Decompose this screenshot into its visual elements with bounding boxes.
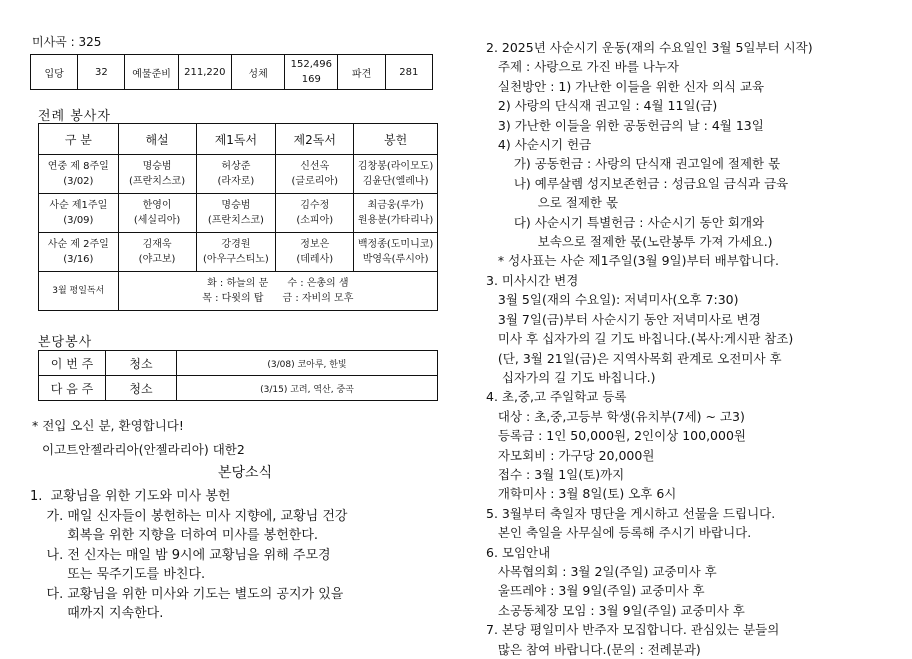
news-line: * 성사표는 사순 제1주일(3월 9일)부터 배부합니다. bbox=[486, 253, 779, 269]
table-header-row bbox=[39, 124, 438, 155]
mass-hymn-label: 미사곡 : 325 bbox=[32, 35, 102, 49]
news-line: 6. 모임안내 bbox=[486, 544, 551, 560]
name-cell: 강경원 bbox=[221, 239, 251, 250]
news-line: 주제 : 사랑으로 가진 바를 나누자 bbox=[486, 59, 679, 75]
service-when: 이 번 주 bbox=[39, 351, 106, 376]
news-line: 개학미사 : 3월 8일(토) 오후 6시 bbox=[486, 486, 677, 502]
date-label: (3/09) bbox=[63, 215, 94, 226]
name-cell: 김재욱 bbox=[142, 239, 172, 250]
news-line: 2) 사랑의 단식재 권고일 : 4월 11일(금) bbox=[486, 98, 718, 114]
news-line: 많은 참여 바랍니다.(문의 : 전례분과) bbox=[486, 641, 701, 657]
news-line: 3. 미사시간 변경 bbox=[486, 272, 579, 288]
news-line: 나. 전 신자는 매일 밤 9시에 교황님을 위해 주모경 bbox=[30, 547, 331, 563]
news-line: 또는 묵주기도를 바친다. bbox=[30, 567, 206, 582]
newcomer-text: 이고트안젤라리아(안젤라리아) 대한2 bbox=[42, 442, 245, 457]
news-line: 때까지 지속한다. bbox=[30, 606, 164, 621]
header-cell: 봉헌 bbox=[354, 124, 438, 155]
date-label: (3/16) bbox=[63, 254, 94, 265]
service-section-title: 본당봉사 bbox=[38, 335, 93, 350]
liturgy-table bbox=[38, 123, 438, 311]
news-line: 다. 교황님을 위한 미사와 기도는 별도의 공지가 있을 bbox=[30, 586, 344, 602]
news-line: 보속으로 절제한 몫(노란봉투 가져 가세요.) bbox=[486, 234, 773, 250]
baptism-name: (프란치스코) bbox=[207, 215, 264, 226]
name-cell: 원용분(가타리나) bbox=[357, 215, 434, 226]
news-line: 3월 7일(금)부터 사순시기 동안 저녁미사로 변경 bbox=[486, 311, 761, 327]
news-line: 1. 교황님을 위한 기도와 미사 봉헌 bbox=[30, 489, 231, 504]
news-line: 5. 3월부터 축일자 명단을 게시하고 선물을 드립니다. bbox=[486, 505, 776, 521]
news-line: 다) 사순시기 특별헌금 : 사순시기 동안 회개와 bbox=[486, 214, 765, 230]
header-cell: 제2독서 bbox=[276, 124, 354, 155]
table-row bbox=[39, 351, 438, 376]
stat-value: 152,496 169 bbox=[285, 55, 338, 90]
news-line: 3) 가난한 이들을 위한 공동헌금의 날 : 4월 13일 bbox=[486, 117, 764, 133]
service-when: 다 음 주 bbox=[39, 376, 106, 401]
service-table bbox=[38, 350, 438, 401]
news-line: 나) 예루살렘 성지보존헌금 : 성금요일 금식과 금육 bbox=[486, 175, 789, 191]
service-detail: (3/15) 고려, 역산, 중곡 bbox=[177, 376, 438, 401]
news-line: (단, 3월 21일(금)은 지역사목회 관계로 오전미사 후 bbox=[486, 350, 782, 366]
service-detail: (3/08) 코아루, 한빛 bbox=[177, 351, 438, 376]
date-label: (3/02) bbox=[63, 176, 94, 187]
weekday-reader-label: 3월 평일독서 bbox=[39, 272, 119, 311]
name-cell: 최금웅(루가) bbox=[367, 200, 424, 211]
news-line: 7. 본당 평일미사 반주자 모집합니다. 관심있는 분들의 bbox=[486, 622, 780, 638]
news-line: 3월 5일(재의 수요일): 저녁미사(오후 7:30) bbox=[486, 292, 739, 308]
name-cell: 명승범 bbox=[142, 161, 172, 172]
news-line: 미사 후 십자가의 길 기도 바칩니다.(복사:게시판 참조) bbox=[486, 331, 794, 347]
liturgy-section-title: 전례 봉사자 bbox=[38, 109, 111, 124]
table-row bbox=[39, 155, 438, 194]
table-row bbox=[39, 194, 438, 233]
stat-label: 예물준비 bbox=[125, 55, 178, 90]
header-cell: 구 분 bbox=[39, 124, 119, 155]
table-row bbox=[39, 233, 438, 272]
news-line: 대상 : 초,중,고등부 학생(유치부(7세) ~ 고3) bbox=[486, 408, 745, 424]
baptism-name: (소피아) bbox=[296, 215, 334, 226]
right-news-list bbox=[486, 38, 886, 659]
name-cell: 박영옥(루시아) bbox=[362, 254, 429, 265]
news-line: 소공동체장 모임 : 3월 9일(주일) 교중미사 후 bbox=[486, 602, 745, 618]
welcome-text: * 전입 오신 분, 환영합니다! bbox=[32, 418, 184, 433]
offering-stats-table bbox=[30, 54, 433, 90]
news-line: 가) 공동헌금 : 사랑의 단식재 권고일에 절제한 몫 bbox=[486, 156, 781, 172]
news-line: 회복을 위한 지향을 더하여 미사를 봉헌한다. bbox=[30, 528, 319, 543]
baptism-name: (데레사) bbox=[296, 254, 334, 265]
table-row bbox=[39, 272, 438, 311]
name-cell: 허상준 bbox=[221, 161, 251, 172]
baptism-name: (야고보) bbox=[138, 254, 176, 265]
service-task: 청소 bbox=[106, 351, 177, 376]
left-news-list bbox=[30, 487, 450, 624]
name-cell: 정보은 bbox=[300, 239, 330, 250]
news-line: 본인 축일을 사무실에 등록해 주시기 바랍니다. bbox=[486, 525, 752, 541]
name-cell: 김수정 bbox=[300, 200, 330, 211]
news-line: 등록금 : 1인 50,000원, 2인이상 100,000원 bbox=[486, 428, 746, 444]
name-cell: 신선옥 bbox=[300, 161, 330, 172]
stat-value: 281 bbox=[385, 55, 432, 90]
news-line: 사목협의회 : 3월 2일(주일) 교중미사 후 bbox=[486, 563, 717, 579]
day-label: 사순 제1주일 bbox=[49, 200, 108, 211]
weekday-reader-line: 목 : 다윗의 탑 금 : 자비의 모후 bbox=[202, 293, 354, 304]
news-line: 으로 절제한 몫 bbox=[486, 195, 619, 211]
table-row bbox=[39, 376, 438, 401]
day-label: 사순 제 2주일 bbox=[47, 239, 109, 250]
news-line: 실천방안 : 1) 가난한 이들을 위한 신자 의식 교육 bbox=[486, 78, 765, 94]
news-line: 접수 : 3월 1일(토)까지 bbox=[486, 466, 625, 482]
news-line: 가. 매일 신자들이 봉헌하는 미사 지향에, 교황님 건강 bbox=[30, 508, 348, 524]
news-line: 2. 2025년 사순시기 운동(재의 수요일인 3월 5일부터 시작) bbox=[486, 40, 813, 55]
news-title: 본당소식 bbox=[218, 465, 273, 481]
name-cell: 한영이 bbox=[142, 200, 172, 211]
news-line: 십자가의 길 기도 바칩니다.) bbox=[486, 369, 656, 385]
name-cell: 김윤단(엘레나) bbox=[362, 176, 429, 187]
name-cell: 백정종(도미니코) bbox=[357, 239, 434, 250]
service-task: 청소 bbox=[106, 376, 177, 401]
header-cell: 제1독서 bbox=[196, 124, 276, 155]
name-cell: 김창봉(라이모도) bbox=[357, 161, 434, 172]
news-line: 울뜨레야 : 3월 9일(주일) 교중미사 후 bbox=[486, 583, 705, 599]
news-line: 자모회비 : 가구당 20,000원 bbox=[486, 447, 655, 463]
stat-label: 입당 bbox=[31, 55, 78, 90]
weekday-reader-line: 화 : 하늘의 문 수 : 은총의 샘 bbox=[207, 278, 349, 289]
news-line: 4. 초,중,고 주일학교 등록 bbox=[486, 389, 627, 405]
baptism-name: (글로리아) bbox=[291, 176, 338, 187]
name-cell: 명승범 bbox=[221, 200, 251, 211]
day-label: 연중 제 8주일 bbox=[47, 161, 109, 172]
baptism-name: (아우구스티노) bbox=[203, 254, 269, 265]
baptism-name: (세실리아) bbox=[133, 215, 181, 226]
stat-value: 32 bbox=[78, 55, 125, 90]
stat-label: 성체 bbox=[231, 55, 284, 90]
stat-value: 211,220 bbox=[178, 55, 231, 90]
stat-label: 파견 bbox=[338, 55, 385, 90]
baptism-name: (프란치스코) bbox=[129, 176, 186, 187]
table-row bbox=[31, 55, 433, 90]
baptism-name: (라자로) bbox=[217, 176, 255, 187]
header-cell: 해설 bbox=[118, 124, 196, 155]
news-line: 4) 사순시기 헌금 bbox=[486, 137, 592, 153]
